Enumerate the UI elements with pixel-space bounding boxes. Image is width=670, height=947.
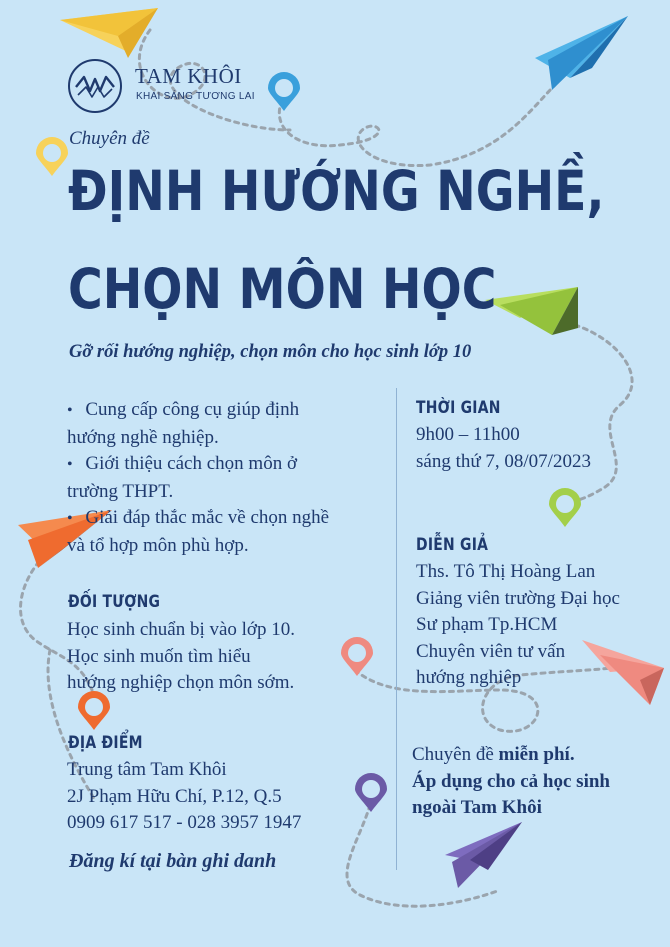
blue-map-pin-icon — [267, 38, 301, 111]
time-heading: THỜI GIAN — [416, 398, 501, 418]
speaker-heading: DIỄN GIẢ — [416, 535, 489, 555]
time-details: 9h00 – 11h00 sáng thứ 7, 08/07/2023 — [416, 424, 591, 472]
registration-note: Đăng kí tại bàn ghi danh — [69, 850, 277, 872]
location-heading: ĐỊA ĐIỂM — [68, 733, 143, 753]
title-line-1: ĐỊNH HƯỚNG NGHỀ, — [68, 159, 605, 223]
audience-heading: ĐỐI TƯỢNG — [68, 592, 161, 612]
title-line-2: CHỌN MÔN HỌC — [68, 257, 497, 321]
purple-paper-plane-icon — [445, 822, 522, 888]
tam-khoi-logo-icon — [66, 57, 124, 115]
green-map-pin-icon — [549, 488, 581, 527]
free-note: Chuyên đề miễn phí. Áp dụng cho cả học sinh ngoài Tam Khôi — [412, 744, 610, 818]
benefit-item: • Cung cấp công cụ giúp định hướng nghề nghiệp. — [67, 397, 387, 451]
yellow-paper-plane-icon — [60, 8, 158, 58]
green-paper-plane-icon — [485, 287, 578, 335]
benefit-item: • Giải đáp thắc mắc về chọn nghề và tổ hợp môn phù hợp. — [67, 505, 387, 559]
orange-map-pin-icon — [78, 691, 110, 730]
benefit-list — [67, 397, 387, 559]
speaker-details: Ths. Tô Thị Hoàng Lan Giảng viên trường Đại học Sư phạm Tp.HCM Chuyên viên tư vấn hướng nghiệp — [416, 561, 620, 688]
subtitle: Gỡ rối hướng nghiệp, chọn môn cho học sinh lớp 10 — [69, 342, 472, 362]
purple-map-pin-icon — [355, 773, 387, 812]
blue-paper-plane-icon — [535, 16, 628, 90]
column-divider — [396, 388, 397, 870]
brand-name: TAM KHÔI — [135, 64, 242, 88]
eyebrow-label: Chuyên đề — [69, 128, 150, 149]
location-details: Trung tâm Tam Khôi 2J Phạm Hữu Chí, P.12, Q.5 0909 617 517 - 028 3957 1947 — [67, 759, 302, 833]
brand-tagline: KHAI SÁNG TƯƠNG LAI — [136, 91, 255, 102]
audience-details: Học sinh chuẩn bị vào lớp 10. Học sinh muốn tìm hiểu hướng nghiệp chọn môn sớm. — [67, 619, 295, 693]
salmon-map-pin-icon — [341, 637, 373, 676]
benefit-item: • Giới thiệu cách chọn môn ở trường THPT. — [67, 451, 387, 505]
yellow-map-pin-icon — [36, 137, 68, 176]
